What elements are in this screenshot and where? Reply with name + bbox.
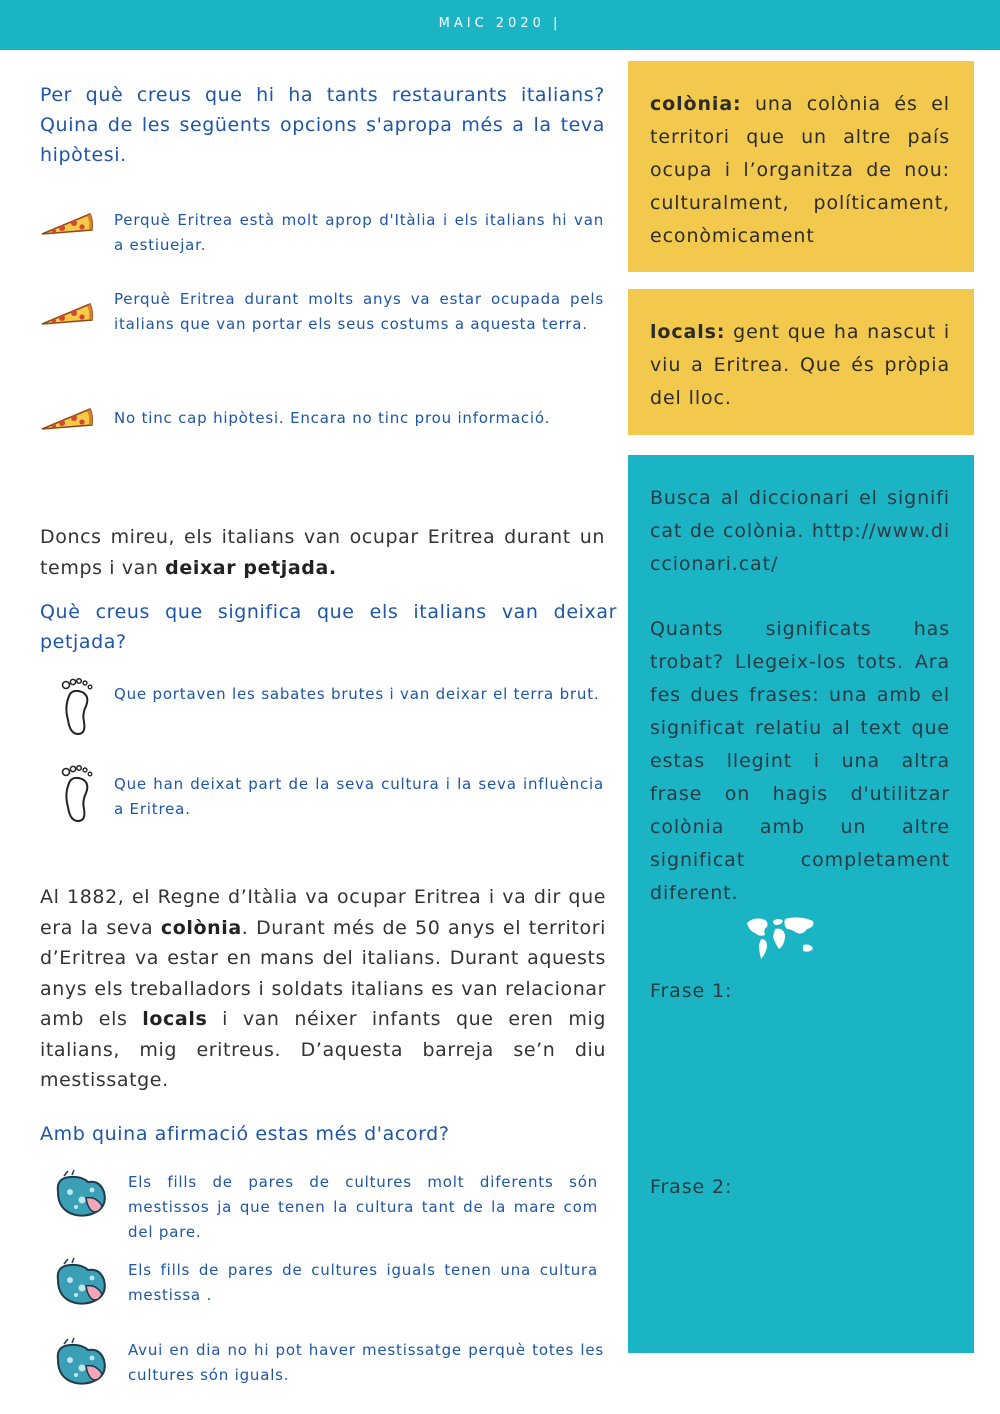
option-3b[interactable]: Els fills de pares de cultures iguals tenen una cultura mestissa . [128, 1261, 598, 1304]
option-2a[interactable]: Que portaven les sabates brutes i van deixar el terra brut. [114, 685, 600, 703]
question-petjada: Què creus que significa que els italians van deixar petjada? [40, 601, 617, 653]
frase-2-label: Frase 2: [650, 1176, 733, 1198]
activity-dictionary-text: Busca al diccionari el significat de colònia. http://www.diccionari.cat/ [650, 487, 950, 575]
colonia-paragraph [40, 882, 606, 1096]
pizza-icon [40, 403, 94, 437]
option-1a[interactable]: Perquè Eritrea està molt aprop d'Itàlia i els italians hi van a estiuejar. [114, 211, 604, 254]
glossary-locals-text [650, 316, 950, 415]
question-mestissatge: Amb quina afirmació estas més d'acord? [40, 1123, 450, 1145]
glossary-locals-def: gent que ha nascut i viu a Eritrea. Que és pròpia del lloc. [650, 321, 950, 409]
glossary-colonia-term: colònia: [650, 93, 742, 115]
option-1c[interactable]: No tinc cap hipòtesi. Encara no tinc prou informació. [114, 409, 551, 427]
colonia-paragraph-p1: Al 1882, el Regne d’Itàlia va ocupar Eritrea i va dir que era la seva [40, 886, 606, 939]
question-restaurants: Per què creus que hi ha tants restaurants italians? Quina de les següents opcions s'apropa més a la teva hipòtesi. [40, 84, 605, 166]
option-1b[interactable]: Perquè Eritrea durant molts anys va estar ocupada pels italians que van portar els seus costums a aquesta terra. [114, 290, 604, 333]
header-bar [0, 0, 1000, 50]
frase-1-label: Frase 1: [650, 980, 733, 1002]
glossary-colonia-def: una colònia és el territori que un altre país ocupa i l’organitza de nou: culturalment, políticament, econòmicament [650, 93, 950, 247]
glossary-locals-term: locals: [650, 321, 726, 343]
world-map-icon [743, 915, 819, 965]
mixed-cultures-icon [52, 1258, 110, 1312]
option-3c[interactable]: Avui en dia no hi pot haver mestissatge perquè totes les cultures són iguals. [128, 1341, 604, 1384]
mixed-cultures-icon [52, 1170, 110, 1224]
pizza-icon [40, 208, 94, 242]
glossary-locals-box [628, 289, 974, 435]
option-3a[interactable]: Els fills de pares de cultures molt diferents són mestissos ja que tenen la cultura tant de la mare com del pare. [128, 1173, 598, 1241]
colonia-paragraph-b1: colònia [160, 916, 242, 939]
footprint-icon [60, 763, 96, 829]
activity-box [628, 455, 974, 1353]
option-2b[interactable]: Que han deixat part de la seva cultura i la seva influència a Eritrea. [114, 775, 604, 818]
colonia-paragraph-b2: locals [142, 1008, 208, 1030]
intro-petjada-bold: deixar petjada. [165, 556, 337, 579]
header-text: MAIC 2020 | [438, 16, 562, 31]
activity-instructions: Quants significats has trobat? Llegeix-los tots. Ara fes dues frases: una amb el significat relatiu al text que estas llegint i una altra frase on hagis d'utilitzar colònia amb un altre significat completament diferent. [650, 618, 950, 904]
glossary-colonia-text [650, 88, 950, 253]
pizza-icon [40, 298, 94, 332]
mixed-cultures-icon [52, 1338, 110, 1392]
intro-petjada [40, 522, 605, 583]
footprint-icon [60, 676, 96, 742]
colonia-paragraph-p2: . Durant més de 50 anys el territori d’Eritrea va estar en mans del italians. Durant aquests anys els treballadors i soldats italians es van relacionar amb els [40, 916, 606, 1030]
colonia-paragraph-p3: i van néixer infants que eren mig italians, mig eritreus. D’aquesta barreja se’n diu mestissatge. [40, 1008, 606, 1091]
glossary-colonia-box [628, 61, 974, 272]
intro-petjada-plain: Doncs mireu, els italians van ocupar Eritrea durant un temps i van [40, 526, 605, 579]
